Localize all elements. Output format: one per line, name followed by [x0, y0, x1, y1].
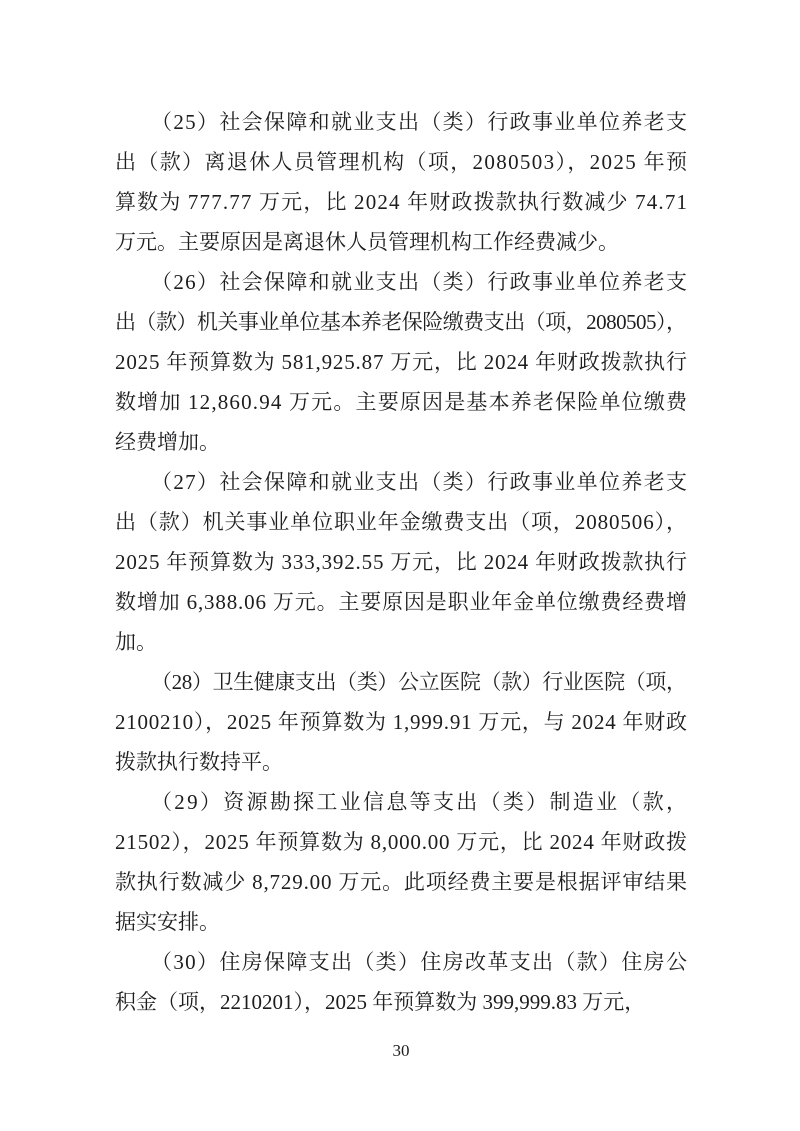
text-line — [115, 342, 687, 382]
text-line-content: 出（款）机关事业单位基本养老保险缴费支出（项，2080505）， — [115, 310, 687, 334]
text-line — [115, 782, 690, 822]
text-line — [115, 822, 687, 862]
text-line-content: 积金（项，2210201），2025 年预算数为 399,999.83 万元， — [115, 990, 646, 1014]
text-line-content: （29）资源勘探工业信息等支出（类）制造业（款， — [151, 790, 690, 814]
text-line-content: 出（款）离退休人员管理机构（项，2080503），2025 年预 — [115, 150, 689, 174]
text-line-content: 数增加 12,860.94 万元。主要原因是基本养老保险单位缴费 — [115, 390, 689, 414]
page-number: 30 — [392, 1041, 410, 1060]
text-line — [115, 222, 687, 262]
text-line-content: 2025 年预算数为 333,392.55 万元，比 2024 年财政拨款执行 — [115, 550, 688, 574]
text-line — [115, 262, 687, 302]
text-line-content: （25）社会保障和就业支出（类）行政事业单位养老支 — [151, 110, 689, 134]
text-line-content: 出（款）机关事业单位职业年金缴费支出（项，2080506）， — [115, 510, 688, 534]
text-line-content: 拨款执行数持平。 — [115, 750, 283, 774]
text-line — [115, 302, 687, 342]
text-line — [115, 662, 687, 702]
text-line — [115, 462, 687, 502]
text-line — [115, 502, 687, 542]
text-line-content: 数增加 6,388.06 万元。主要原因是职业年金单位缴费经费增 — [115, 590, 688, 614]
text-line-content: 经费增加。 — [115, 430, 220, 454]
text-line — [115, 382, 687, 422]
document-body — [115, 102, 690, 1022]
text-line-content: 2025 年预算数为 581,925.87 万元，比 2024 年财政拨款执行 — [115, 350, 688, 374]
text-line-content: 2100210），2025 年预算数为 1,999.91 万元，与 2024 年财政 — [115, 710, 688, 734]
text-line — [115, 542, 687, 582]
text-line-content: 21502），2025 年预算数为 8,000.00 万元，比 2024 年财政拨 — [115, 830, 688, 854]
text-line — [115, 942, 687, 982]
text-line — [115, 582, 687, 622]
text-line-content: 算数为 777.77 万元，比 2024 年财政拨款执行数减少 74.71 — [115, 190, 689, 214]
text-line — [115, 182, 687, 222]
text-line — [115, 982, 687, 1022]
text-line — [115, 742, 687, 782]
text-line — [115, 142, 687, 182]
text-line-content: （26）社会保障和就业支出（类）行政事业单位养老支 — [151, 270, 689, 294]
text-line-content: 款执行数减少 8,729.00 万元。此项经费主要是根据评审结果 — [115, 870, 688, 894]
text-line — [115, 862, 687, 902]
text-line-content: 加。 — [115, 630, 157, 654]
text-line — [115, 902, 687, 942]
text-line-content: （30）住房保障支出（类）住房改革支出（款）住房公 — [151, 950, 689, 974]
text-line — [115, 622, 687, 662]
text-line-content: （28）卫生健康支出（类）公立医院（款）行业医院（项， — [151, 670, 687, 694]
text-line — [115, 422, 687, 462]
text-line-content: 据实安排。 — [115, 910, 220, 934]
text-line-content: （27）社会保障和就业支出（类）行政事业单位养老支 — [151, 470, 689, 494]
text-line — [115, 102, 687, 142]
text-line — [115, 702, 687, 742]
text-line-content: 万元。主要原因是离退休人员管理机构工作经费减少。 — [115, 230, 619, 254]
